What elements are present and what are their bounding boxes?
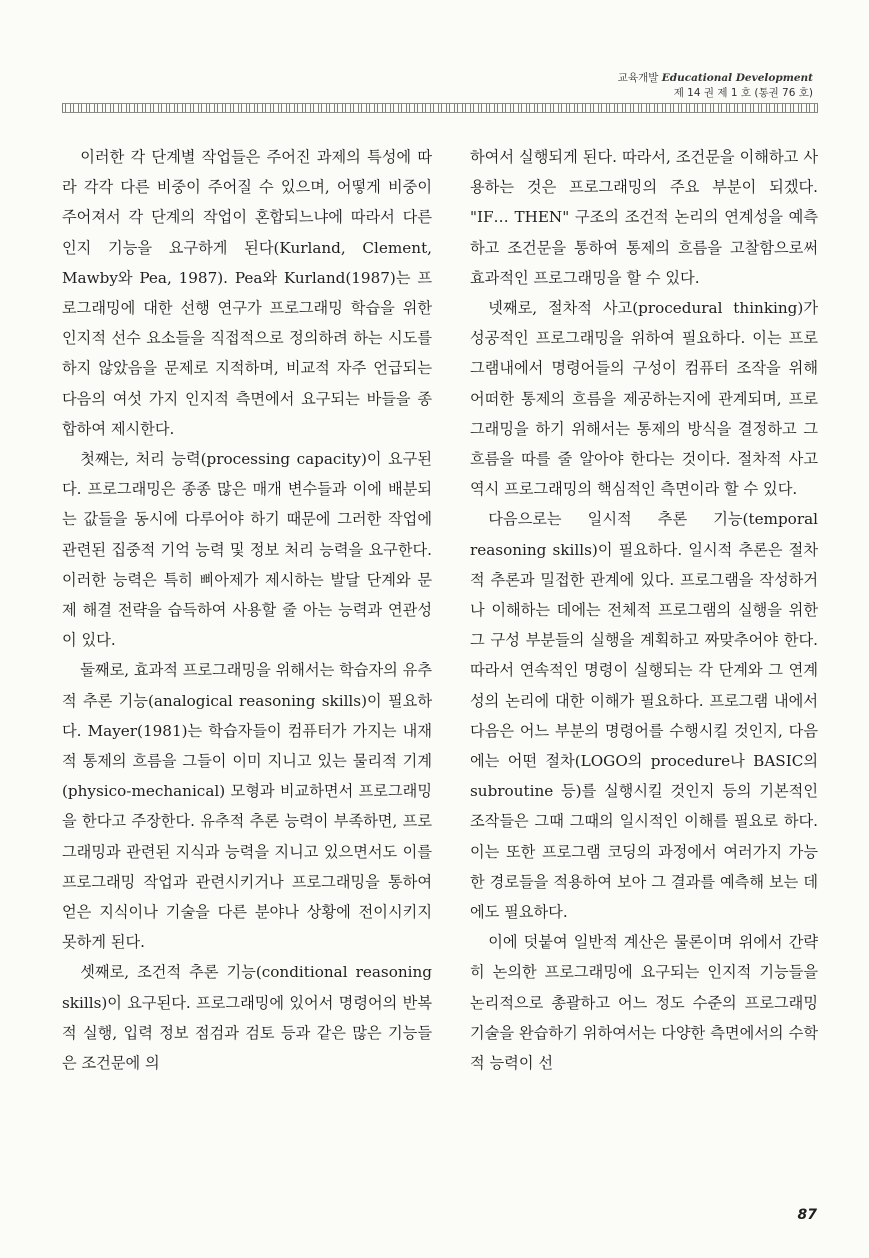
issue-info: 제 14 권 제 1 호 (통권 76 호) — [673, 87, 813, 99]
page-number: 87 — [797, 1207, 817, 1223]
paragraph: 넷째로, 절차적 사고(procedural thinking)가 성공적인 프로그래밍을 위하여 필요하다. 이는 프로그램내에서 명령어들의 구성이 컴퓨터 조작을 위해 어떠한 통제의 흐름을 제공하는지에 관계되며, 프로그래밍을 하기 위해서는 통제의 방식을 결정하고 그 흐름을 따를 줄 알아야 한다는 것이다. 절차적 사고 역시 프로그래밍의 핵심적인 측면이라 할 수 있다. — [470, 299, 818, 499]
paragraph-continued: 하여서 실행되게 된다. 따라서, 조건문을 이해하고 사용하는 것은 프로그래밍의 주요 부분이 되겠다. "IF… THEN" 구조의 조건적 논리의 연계성을 예측하고 조건문을 통하여 통제의 흐름을 고찰함으로써 효과적인 프로그래밍을 할 수 있다. — [470, 148, 818, 287]
paragraph: 둘째로, 효과적 프로그래밍을 위해서는 학습자의 유추적 추론 기능(analogical reasoning skills)이 필요하다. Mayer(1981)는 학습자들이 컴퓨터가 가지는 내재적 통제의 흐름을 그들이 이미 지니고 있는 물리적 기계(physico-mechanical) 모형과 비교하면서 프로그래밍을 한다고 주장한다. 유추적 추론 능력이 부족하면, 프로그래밍과 관련된 지식과 능력을 지니고 있으면서도 이를 프로그래밍 작업과 관련시키거나 프로그래밍을 통하여 얻은 지식이나 기술을 다른 분야나 상황에 전이시키지 못하게 된다. — [62, 661, 432, 952]
paragraph: 다음으로는 일시적 추론 기능(temporal reasoning skills)이 필요하다. 일시적 추론은 절차적 추론과 밀접한 관계에 있다. 프로그램을 작성하거나 이해하는 데에는 전체적 프로그램의 실행을 위한 그 구성 부분들의 실행을 계획하고 짜맞추어야 한다. 따라서 연속적인 명령이 실행되는 각 단계와 그 연계성의 논리에 대한 이해가 필요하다. 프로그램 내에서 다음은 어느 부분의 명령어를 수행시킬 것인지, 다음에는 어떤 절차(LOGO의 procedure나 BASIC의 subroutine 등)를 실행시킬 것인지 등의 기본적인 조작들은 그때 그때의 일시적인 이해를 필요로 하다. 이는 또한 프로그램 코딩의 과정에서 여러가지 가능한 경로들을 적용하여 보아 그 결과를 예측해 보는 데에도 필요하다. — [470, 510, 818, 922]
left-column — [62, 142, 432, 1078]
paragraph: 이러한 각 단계별 작업들은 주어진 과제의 특성에 따라 각각 다른 비중이 주어질 수 있으며, 어떻게 비중이 주어져서 각 단계의 작업이 혼합되느냐에 따라서 다른 인지 기능을 요구하게 된다(Kurland, Clement, Mawby와 Pea, 1987). Pea와 Kurland(1987)는 프로그래밍에 대한 선행 연구가 프로그래밍 학습을 위한 인지적 선수 요소들을 직접적으로 정의하려 하는 시도를 하지 않았음을 문제로 지적하며, 비교적 자주 언급되는 다음의 여섯 가지 인지적 측면에서 요구되는 바들을 종합하여 제시한다. — [62, 148, 432, 438]
journal-title-en: Educational Development — [661, 72, 813, 84]
paragraph: 셋째로, 조건적 추론 기능(conditional reasoning skills)이 요구된다. 프로그래밍에 있어서 명령어의 반복적 실행, 입력 정보 점검과 검토 등과 같은 많은 기능들은 조건문에 의 — [62, 963, 432, 1073]
running-header — [618, 71, 813, 101]
decorative-border — [62, 103, 818, 113]
paragraph: 첫째는, 처리 능력(processing capacity)이 요구된다. 프로그래밍은 종종 많은 매개 변수들과 이에 배분되는 값들을 동시에 다루어야 하기 때문에 그러한 작업에 관련된 집중적 기억 능력 및 정보 처리 능력을 요구한다. 이러한 능력은 특히 삐아제가 제시하는 발달 단계와 문제 해결 전략을 습득하여 사용할 줄 아는 능력과 연관성이 있다. — [62, 450, 432, 650]
journal-title-ko: 교육개발 — [617, 72, 659, 84]
paragraph: 이에 덧붙여 일반적 계산은 물론이며 위에서 간략히 논의한 프로그래밍에 요구되는 인지적 기능들을 논리적으로 총괄하고 어느 정도 수준의 프로그래밍 기술을 완습하기 위하여서는 다양한 측면에서의 수학적 능력이 선 — [470, 933, 818, 1073]
journal-title — [618, 71, 813, 86]
right-column — [470, 142, 818, 1078]
